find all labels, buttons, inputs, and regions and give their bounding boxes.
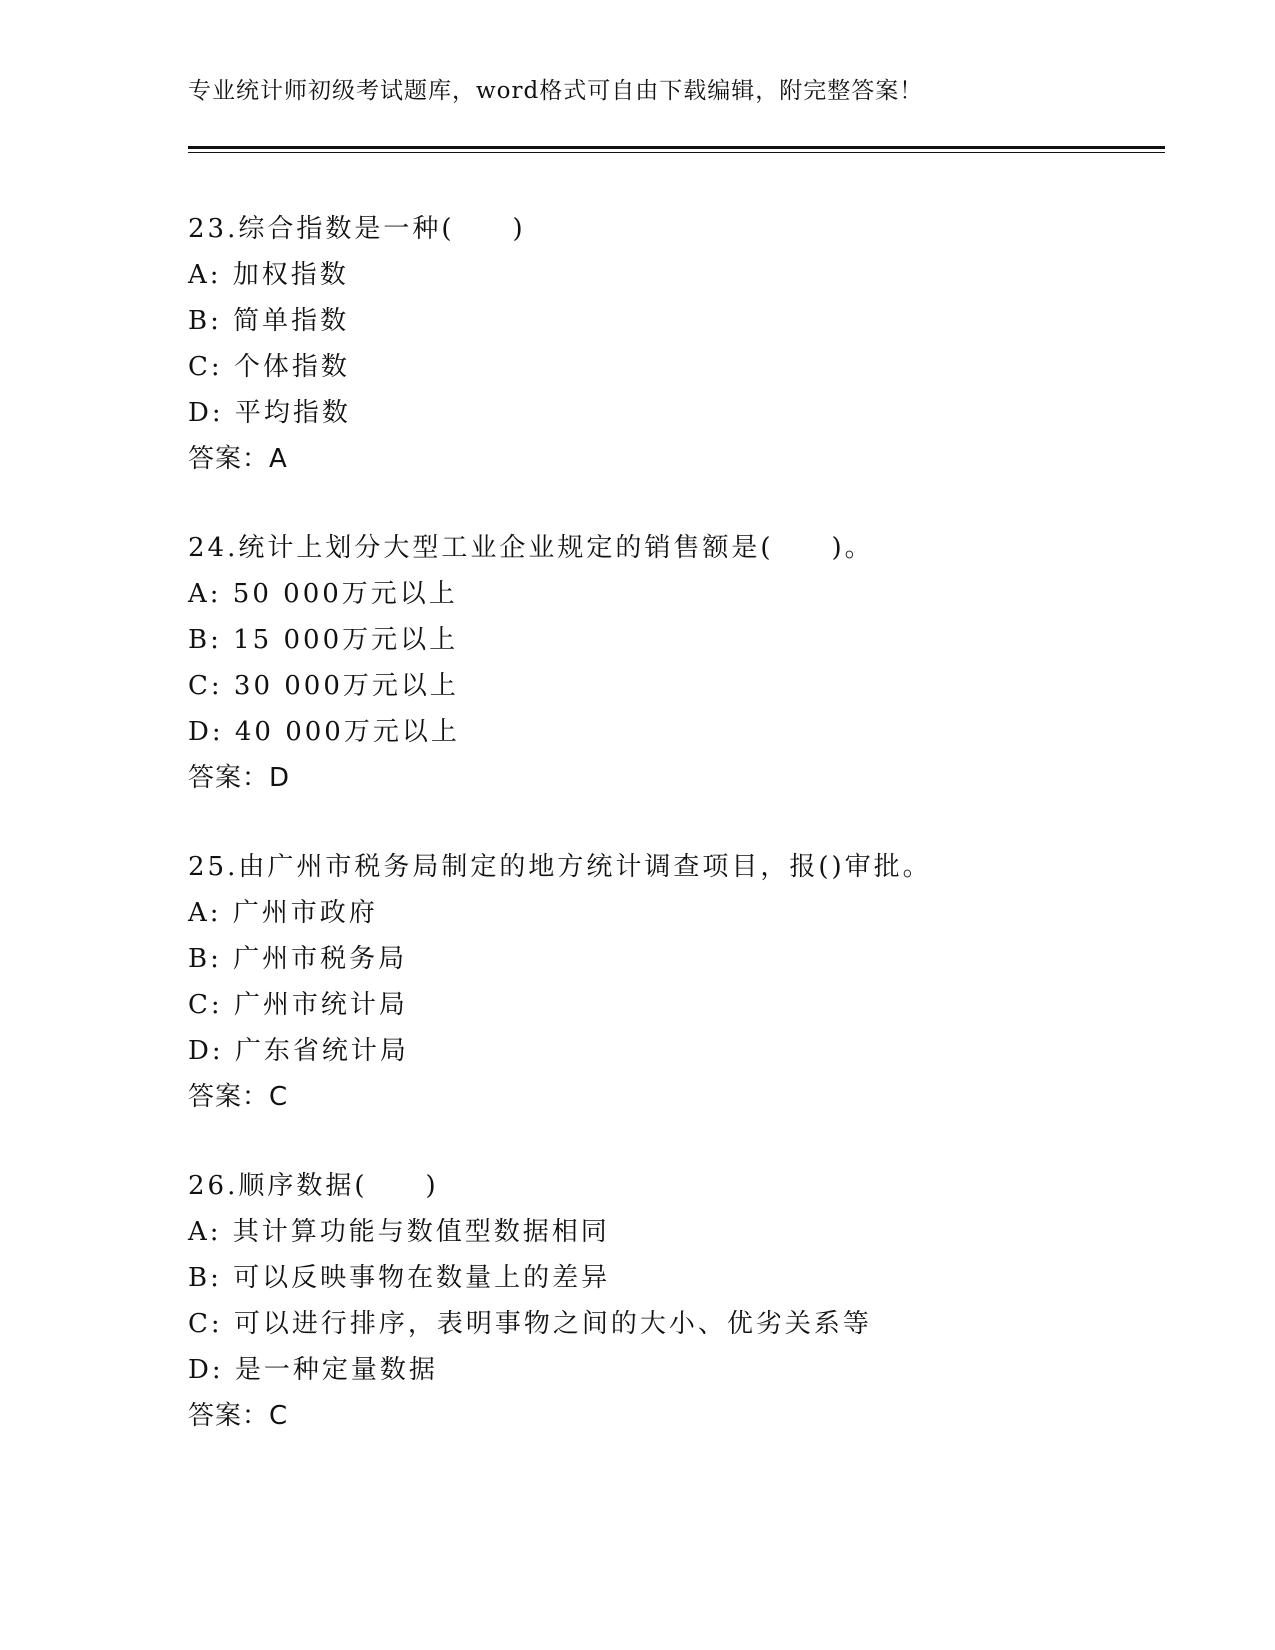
question-24 <box>188 525 1165 801</box>
option-a: A: 其计算功能与数值型数据相同 <box>188 1217 610 1247</box>
option-b: B: 广州市税务局 <box>188 944 408 974</box>
option-b: B: 简单指数 <box>188 306 350 336</box>
answer-line: 答案：D <box>188 763 291 793</box>
question-list <box>188 206 1165 1439</box>
question-26 <box>188 1163 1165 1439</box>
option-d: D: 广东省统计局 <box>188 1036 409 1066</box>
question-23 <box>188 206 1165 482</box>
question-stem: 25.由广州市税务局制定的地方统计调查项目，报()审批。 <box>188 852 932 882</box>
question-25 <box>188 844 1165 1120</box>
question-stem: 24.统计上划分大型工业企业规定的销售额是( )。 <box>188 533 874 563</box>
option-a: A: 加权指数 <box>188 260 349 290</box>
question-stem: 23.综合指数是一种( ) <box>188 214 526 244</box>
header-rule-thick <box>188 146 1165 149</box>
option-b: B: 可以反映事物在数量上的差异 <box>188 1263 611 1293</box>
option-c: C: 30 000万元以上 <box>188 671 459 701</box>
option-c: C: 个体指数 <box>188 352 350 382</box>
option-d: D: 是一种定量数据 <box>188 1355 438 1385</box>
option-a: A: 50 000万元以上 <box>188 579 458 609</box>
answer-line: 答案：A <box>188 444 288 474</box>
option-b: B: 15 000万元以上 <box>188 625 459 655</box>
answer-line: 答案：C <box>188 1082 289 1112</box>
option-c: C: 广州市统计局 <box>188 990 408 1020</box>
option-a: A: 广州市政府 <box>188 898 378 928</box>
question-stem: 26.顺序数据( ) <box>188 1171 439 1201</box>
answer-line: 答案：C <box>188 1401 289 1431</box>
page-header-text: 专业统计师初级考试题库，word格式可自由下载编辑，附完整答案！ <box>188 78 924 104</box>
option-d: D: 平均指数 <box>188 398 351 428</box>
header-rule-thin <box>188 152 1165 153</box>
option-c: C: 可以进行排序，表明事物之间的大小、优劣关系等 <box>188 1309 872 1339</box>
option-d: D: 40 000万元以上 <box>188 717 460 747</box>
